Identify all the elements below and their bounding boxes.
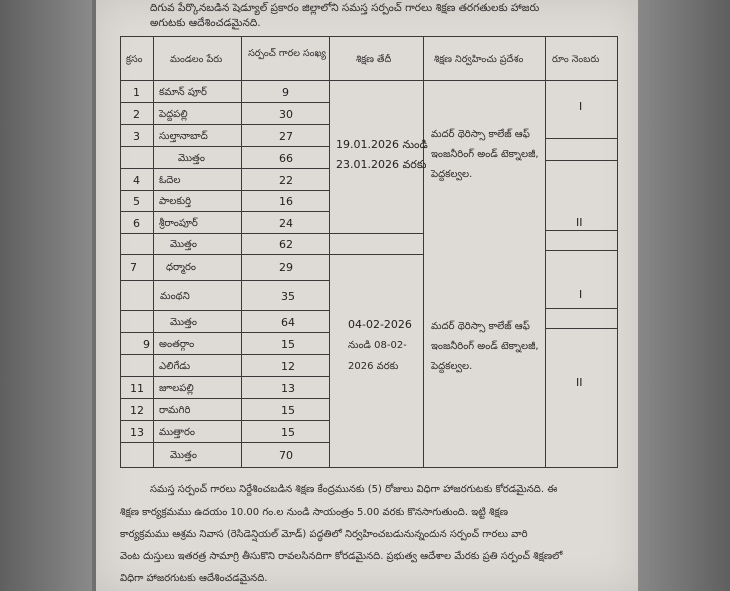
row-sno: 4 [133,174,140,187]
row-sno: 9 [143,338,150,351]
training-schedule-table [120,36,618,468]
row-count: 9 [282,86,289,99]
row-sno: 11 [130,382,144,395]
row-mandal: మంథని [160,291,190,302]
row-sno: 5 [133,195,140,208]
intro-line-2: అగుటకు ఆదేశించడమైనది. [150,17,261,29]
group2-venue-line1: మదర్ థెరిస్సా కాలేజ్ ఆఫ్ [431,321,530,332]
group1-room-b: II [576,216,583,229]
row-mandal: పాలకుర్తి [159,196,192,207]
total-label: మొత్తం [170,239,197,250]
row-mandal: ముత్తారం [159,427,195,438]
group2-date-line1: 04-02-2026 [348,318,412,331]
row-count: 64 [281,316,295,329]
row-count: 15 [281,426,295,439]
group2-room-a: I [579,288,583,301]
row-count: 30 [279,108,293,121]
row-sno: 7 [130,261,137,274]
row-count: 27 [279,130,293,143]
header-mandal-name: మండలం పేరు [170,54,223,65]
row-count: 66 [279,152,293,165]
group1-venue-line2: ఇంజనీరింగ్ అండ్ టెక్నాలజీ, [431,149,539,160]
row-count: 15 [281,338,295,351]
header-room-number: రూం నెంబరు [552,54,600,65]
footer-line-1: సమస్త సర్పంచ్ గారలు నిర్దేశించబడిన శిక్షణ కేంద్రమునకు (5) రోజులు విధిగా హాజరగుటకు కోరడమైనది. ఈ [150,484,558,495]
group2-date-line3: 2026 వరకు [348,361,399,372]
group2-room-b: II [576,376,583,389]
row-mandal: శ్రీరాంపూర్ [159,218,198,229]
row-mandal: సుల్తానాబాద్ [159,131,208,142]
row-count: 16 [279,195,293,208]
row-mandal: ఎలిగేడు [159,361,191,372]
group2-date-line2: నుండి 08-02- [348,340,407,351]
footer-line-4: వెంట దుస్తులు ఇతరత్ర సామాగ్రి తీసుకొని రావలసినదిగా కోరడమైనది. ప్రభుత్వ ఆదేశాల మేరకు ప్రతి సర్పంచ్ శిక్షణలో [120,551,563,562]
footer-line-5: విధిగా హాజరగుటకు ఆదేశించడమైనది. [120,573,268,584]
intro-line-1: దిగువ పేర్కొనబడిన షెడ్యూల్ ప్రకారం జిల్లాలోని సమస్త సర్పంచ్ గారలు శిక్షణ తరగతులకు హాజరు [150,2,540,14]
group1-date-line1: 19.01.2026 నుండి [336,138,428,151]
group1-venue-line3: పెద్దకల్వల. [431,169,473,180]
header-sarpanch-count: సర్పంచ్ గారల సంఖ్య [248,48,326,59]
group2-venue-line3: పెద్దకల్వల. [431,361,473,372]
total-label: మొత్తం [178,153,205,164]
group2-venue-line2: ఇంజనీరింగ్ అండ్ టెక్నాలజీ, [431,341,539,352]
row-count: 35 [281,290,295,303]
row-mandal: ధర్మారం [166,262,196,273]
row-count: 70 [279,449,293,462]
row-sno: 13 [130,426,144,439]
row-sno: 1 [133,86,140,99]
background-right [634,0,730,591]
row-count: 12 [281,360,295,373]
group1-room-a: I [579,100,583,113]
row-count: 13 [281,382,295,395]
footer-line-3: కార్యక్రమము ఆశ్రమ నివాస (రెసిడెన్షియల్ మోడ్) పద్ధతిలో నిర్వహించబడునున్నందున సర్పంచ్ గారలు వారి [120,529,528,540]
total-label: మొత్తం [170,317,197,328]
row-mandal: అంతర్గాం [159,339,195,350]
header-serial-no: క్రసం [126,54,143,65]
header-training-venue: శిక్షణ నిర్వహించు ప్రదేశం [434,54,524,65]
row-sno: 2 [133,108,140,121]
footer-line-2: శిక్షణ కార్యక్రమము ఉదయం 10.00 గం.ల నుండి సాయంత్రం 5.00 వరకు కొనసాగుతుంది. ఇట్టి శిక్షణ [120,507,508,518]
row-mandal: రామగిరి [159,405,191,416]
total-label: మొత్తం [170,450,197,461]
row-count: 29 [279,261,293,274]
row-count: 62 [279,238,293,251]
background-left [0,0,92,591]
row-count: 24 [279,217,293,230]
row-sno: 12 [130,404,144,417]
row-sno: 3 [133,130,140,143]
row-mandal: పెద్దపల్లి [159,109,188,120]
header-training-date: శిక్షణ తేదీ [356,54,392,65]
row-mandal: జూలపల్లి [159,383,194,394]
row-mandal: కమాన్ పూర్ [159,87,207,98]
row-mandal: ఓదెల [159,175,181,186]
group1-date-line2: 23.01.2026 వరకు [336,158,427,171]
row-count: 22 [279,174,293,187]
group1-venue-line1: మదర్ థెరిస్సా కాలేజ్ ఆఫ్ [431,129,530,140]
row-sno: 6 [133,217,140,230]
row-count: 15 [281,404,295,417]
